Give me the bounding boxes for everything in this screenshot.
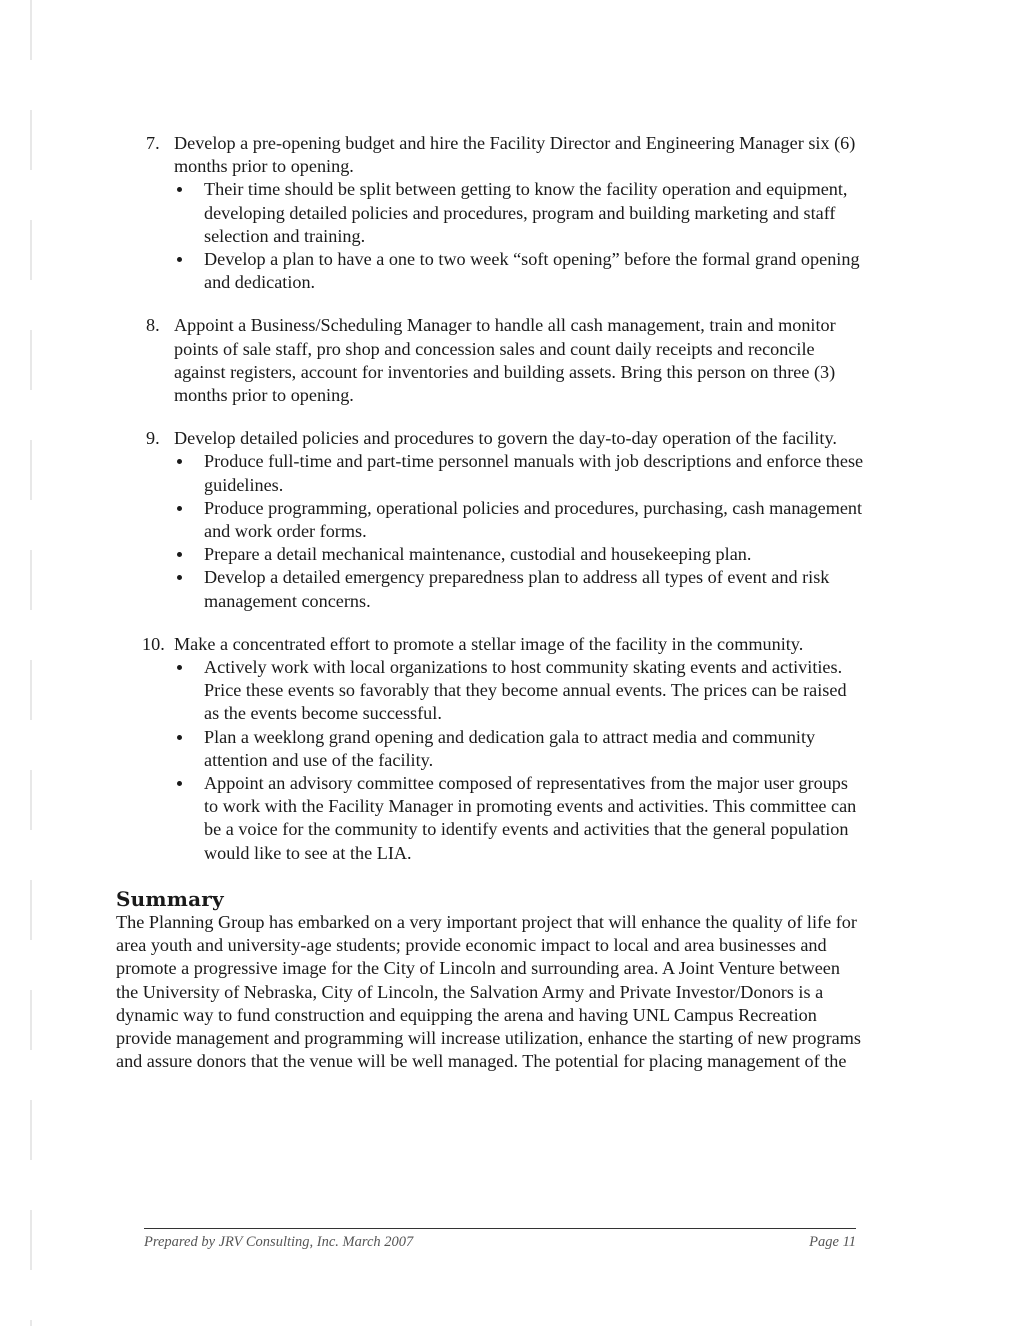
bullet-text: Actively work with local organizations to host community skating events and activities. Price these events so favorably that they become annual events. The prices can be raised as the events become successful. xyxy=(204,657,847,724)
bullet-item xyxy=(174,772,864,865)
bullet-item xyxy=(174,543,864,566)
bullet-text: Their time should be split between getting to know the facility operation and equipment, developing detailed policies and procedures, program and building marketing and staff selection and training. xyxy=(204,179,848,246)
list-item-9 xyxy=(116,427,864,613)
bullet-item xyxy=(174,178,864,248)
bullet-item xyxy=(174,248,864,294)
bullet-text: Produce programming, operational policies and procedures, purchasing, cash management and work order forms. xyxy=(204,497,863,542)
bullet-item xyxy=(174,656,864,726)
bullet-text: Produce full-time and part-time personnel manuals with job descriptions and enforce these guidelines. xyxy=(204,451,864,495)
bullet-icon xyxy=(177,552,182,557)
bullet-icon xyxy=(177,575,182,580)
page-footer xyxy=(144,1228,856,1251)
bullet-icon xyxy=(177,665,182,670)
item-text: Appoint a Business/Scheduling Manager to handle all cash management, train and monitor points of sale staff, pro shop and concession sales and count daily receipts and reconcile against registers, account for inventories and building assets. Bring this person on three (3) months prior to opening. xyxy=(174,315,836,406)
item-text: Develop detailed policies and procedures to govern the day-to-day operation of the facility. xyxy=(174,428,837,449)
bullet-item xyxy=(174,566,864,612)
bullet-icon xyxy=(177,257,182,262)
list-item-10 xyxy=(116,633,864,865)
page-number: Page 11 xyxy=(809,1234,856,1250)
bullet-text: Develop a detailed emergency preparedness plan to address all types of event and risk management concerns. xyxy=(204,567,830,611)
bullet-text: Develop a plan to have a one to two week “soft opening” before the formal grand opening and dedication. xyxy=(204,249,860,293)
footer-credit: Prepared by JRV Consulting, Inc. March 2007 xyxy=(144,1234,414,1250)
item-text: Develop a pre-opening budget and hire the Facility Director and Engineering Manager six (6) months prior to opening. xyxy=(174,133,856,177)
bullet-icon xyxy=(177,506,182,511)
bullet-icon xyxy=(177,187,182,192)
bullet-item xyxy=(174,726,864,772)
bullet-list xyxy=(174,450,864,612)
bullet-item xyxy=(174,450,864,496)
item-number: 8. xyxy=(146,315,160,336)
summary-paragraph: The Planning Group has embarked on a very important project that will enhance the quality of life for area youth and university-age students; provide economic impact to local and area businesses and promote a progressive image for the City of Lincoln and surrounding area. A Joint Venture between the University of Nebraska, City of Lincoln, the Salvation Army and Private Investor/Donors is a dynamic way to fund construction and equipping the arena and having UNL Campus Recreation provide management and programming will increase utilization, enhance the starting of new programs and assure donors that the venue will be well managed. The potential for placing management of the xyxy=(116,911,861,1072)
summary-heading: Summary xyxy=(116,886,224,911)
item-text: Make a concentrated effort to promote a stellar image of the facility in the community. xyxy=(174,633,804,654)
item-number: 10. xyxy=(142,633,165,654)
bullet-list xyxy=(174,656,864,865)
list-item-8 xyxy=(116,314,864,407)
list-item-7 xyxy=(116,132,864,294)
bullet-icon xyxy=(177,781,182,786)
page-content xyxy=(116,132,864,1073)
bullet-text: Appoint an advisory committee composed of representatives from the major user groups to work with the Facility Manager in promoting events and activities. This committee can be a voice for the community to identify events and activities that the general population would like to see at the LIA. xyxy=(204,773,857,863)
item-number: 9. xyxy=(146,428,160,449)
bullet-icon xyxy=(177,735,182,740)
bullet-text: Prepare a detail mechanical maintenance, custodial and housekeeping plan. xyxy=(204,544,752,565)
bullet-item xyxy=(174,497,864,543)
bullet-list xyxy=(174,178,864,294)
bullet-icon xyxy=(177,459,182,464)
scan-margin-marks xyxy=(30,0,32,1326)
item-number: 7. xyxy=(146,133,160,153)
bullet-text: Plan a weeklong grand opening and dedication gala to attract media and community attention and use of the facility. xyxy=(204,726,816,770)
